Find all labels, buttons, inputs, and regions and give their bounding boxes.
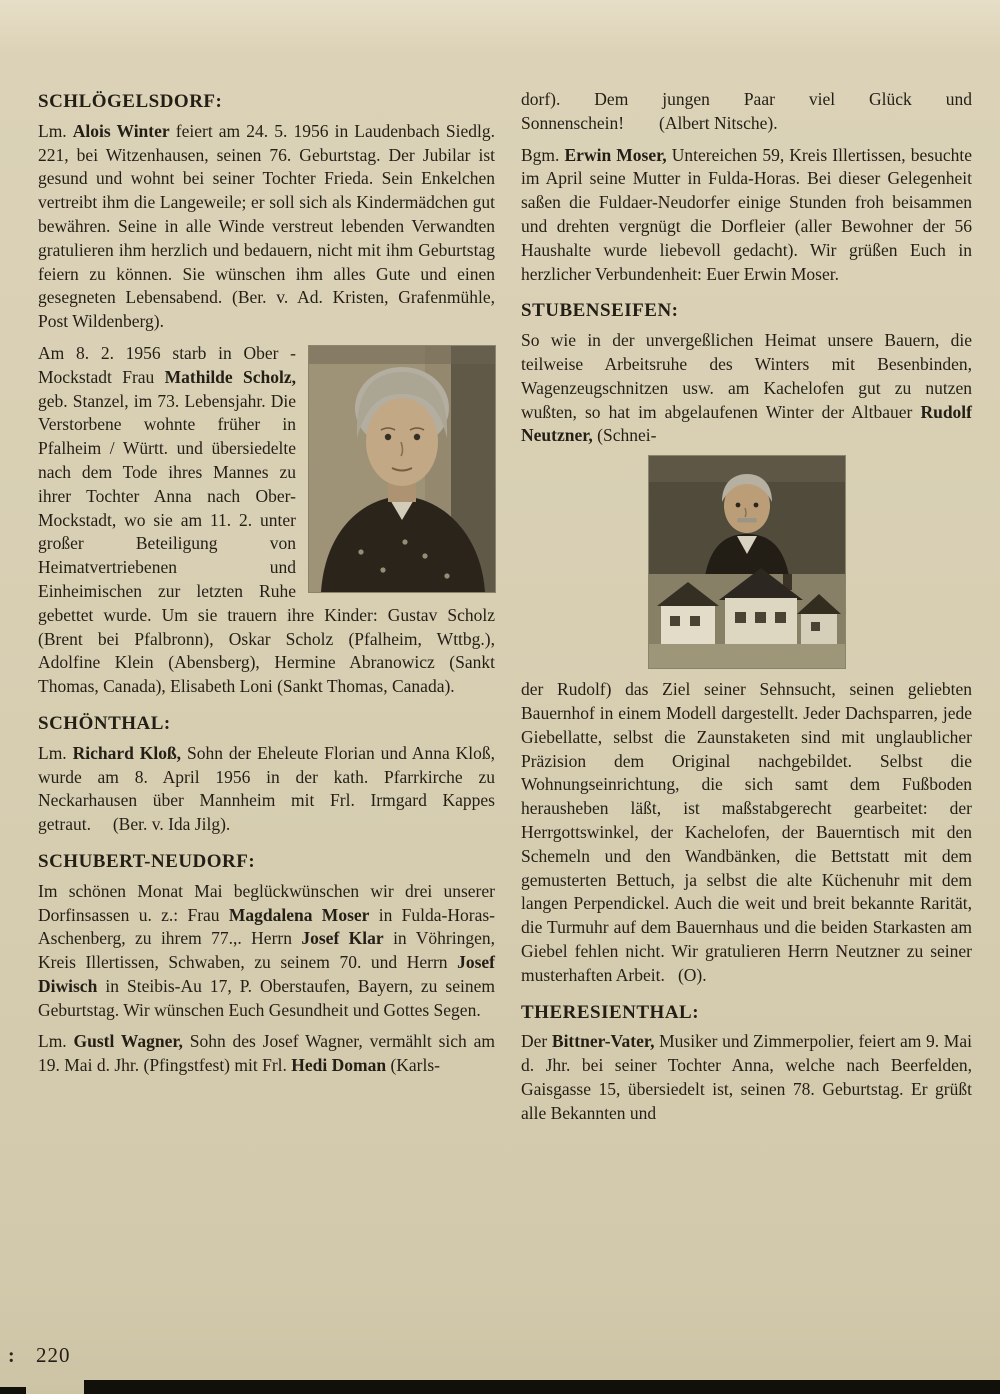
text-segment: Der [521, 1031, 552, 1052]
section-heading: THERESIENTHAL: [521, 1001, 700, 1023]
text-segment: der Rudolf) das Ziel seiner Sehnsucht, seinen geliebten Bauernhof in einem Modell dargestellt. Jeder Dachsparren, jede Giebellatte, selbst die Zaunstaketen sind mit unglaublicher Präzision dem Original nachgebildet. Selbst die Wohnungseinrichtung, die sich samt dem Fußboden herausheben läßt, ist maßstabgerecht gearbeitet: der Herrgottswinkel, der Kachelofen, der Bauerntisch mit den Schemeln und den Wandbänken, die Bettstatt mit dem gemusterten Bettuch, ja selbst die alte Küchenuhr mit dem langen Perpendickel. Auch die weit und breit bekannte Rarität, die Turmuhr auf dem Bauernhaus und die beiden Starkasten am Giebel fehlen nicht. Wir gratulieren Herrn Neutzner zu seiner musterhaften Arbeit. (O). [521, 679, 972, 985]
text-segment: Lm. [38, 742, 73, 763]
section-heading: SCHLÖGELSDORF: [38, 91, 223, 112]
text-segment: feiert am 24. 5. 1956 in Laudenbach Siedlg. 221, bei Witzenhausen, seinen 76. Geburtstag. Der Jubilar ist gesund und wohnt bei seiner Tochter Frieda. Sein Enkelchen vertreibt ihm die Langeweile; er soll sich als Kindermädchen gut bewähren. Seine in alle Winde verstreut lebenden Verwandten gratulieren ihm herzlich und bedauern, nicht mit ihm Geburtstag feiern zu können. Sie wünschen ihm alles Gute und einen gesegneten Lebensabend. (Ber. v. Ad. Kristen, Grafenmühle, Post Wildenberg). [38, 120, 496, 332]
person-name: Erwin Moser, [564, 144, 667, 165]
page-number: 220 [36, 1343, 71, 1367]
person-name: Alois Winter [72, 120, 170, 141]
right-column [521, 88, 972, 1134]
text-segment: So wie in der unvergeßlichen Heimat unsere Bauern, die teilweise Arbeitsruhe des Winters mit Besenbinden, Wagenzeugschnitzen usw. am Kachelofen gut zu nutzen wußten, so hat im abgelaufenen Winter der Altbauer [521, 330, 972, 422]
person-name: Mathilde Scholz, [164, 366, 296, 387]
text-segment: (Karls- [386, 1055, 441, 1076]
text-segment: Bgm. [521, 144, 565, 165]
photo-rudolf-neutzner-model [649, 456, 845, 668]
paragraph [521, 678, 972, 987]
section-heading: STUBENSEIFEN: [521, 300, 679, 322]
text-segment: Im schönen Monat Mai beglückwünschen wir drei unserer Dorfinsassen u. z.: Frau [38, 880, 495, 925]
person-name: Hedi Doman [291, 1055, 387, 1076]
section-heading: SCHÖNTHAL: [38, 712, 171, 734]
page-bottom-nub [0, 1387, 26, 1394]
paragraph [38, 1030, 495, 1078]
text-segment: Musiker und Zimmerpolier, feiert am 9. Mai d. Jhr. bei seiner Tochter Anna, welche nach Beerfelden, Gaisgasse 15, übersiedelt ist, seinen 78. Geburtstag. Er grüßt alle Bekannten und [521, 1031, 973, 1123]
paragraph [38, 120, 495, 334]
margin-mark: : [8, 1345, 15, 1367]
text-segment: in Vöhringen, Kreis Illertissen, Schwaben, zu seinem 70. und Herrn [38, 928, 495, 973]
text-segment: (Schnei- [592, 425, 657, 446]
paragraph [38, 342, 495, 699]
person-name: Josef Diwisch [38, 952, 495, 996]
paragraph [521, 1030, 972, 1125]
paragraph [38, 742, 495, 837]
person-name: Gustl Wagner, [73, 1031, 183, 1052]
person-name: Richard Kloß, [72, 742, 182, 763]
text-segment: geb. Stanzel, im 73. Lebensjahr. Die Verstorbene wohnte früher in Pfalheim / Württ. und übersiedelte nach dem Tode ihres Mannes zu ihrer Tochter Anna nach Ober-Mockstadt, wo sie am 11. 2. unter großer Beteiligung von Heimatvertriebenen und Einheimischen zur letzten Ruhe gebettet wurde. Um sie trauern ihre Kinder: Gustav Scholz (Brent bei Pfalbronn), Oskar Scholz (Pfalheim, Wttbg.), Adolfine Klein (Abensberg), Hermine Abranowicz (Sankt Thomas, Canada), Elisabeth Loni (Sankt Thomas, Canada). [38, 390, 495, 697]
paragraph [521, 88, 972, 136]
paragraph [38, 880, 495, 1023]
photo-mathilde-scholz [309, 346, 495, 592]
person-name: Josef Klar [301, 928, 384, 949]
text-segment: Am 8. 2. 1956 starb in Ober - Mockstadt Frau [38, 342, 296, 387]
text-segment: Sohn der Eheleute Florian und Anna Kloß, wurde am 8. April 1956 in der kath. Pfarrkirche zu Neckarhausen über Mannheim mit Frl. Irmgard Kappes getraut. (Ber. v. Ida Jilg). [38, 742, 495, 835]
text-segment: dorf). Dem jungen Paar viel Glück und Sonnenschein! (Albert Nitsche). [521, 89, 972, 133]
person-name: Magdalena Moser [228, 904, 370, 925]
paragraph [521, 329, 972, 448]
left-column [38, 88, 495, 1134]
text-segment: in Fulda-Horas-Aschenberg, zu ihrem 77.,. Herrn [38, 904, 495, 949]
text-segment: Lm. [38, 1031, 74, 1052]
text-segment: Sohn des Josef Wagner, vermählt sich am 19. Mai d. Jhr. (Pfingstfest) mit Frl. [38, 1031, 495, 1076]
text-segment: in Steibis-Au 17, P. Oberstaufen, Bayern, zu seinem Geburtstag. Wir wünschen Euch Gesundheit und Gottes Segen. [38, 975, 495, 1020]
paragraph [521, 144, 972, 287]
man-with-model-houses-photo [649, 456, 845, 668]
text-segment: Lm. [38, 120, 73, 141]
woman-portrait-photo [309, 346, 495, 592]
person-name: Bittner-Vater, [551, 1031, 655, 1052]
page-bottom-bar [84, 1380, 1000, 1394]
text-segment: Untereichen 59, Kreis Illertissen, besuchte im April seine Mutter in Fulda-Horas. Bei dieser Gelegenheit saßen die Fuldaer-Neudorfer einige Stunden froh beisammen und drehten vergnügt die Dorfleier (aller Bewohner der 56 Haushalte wurde liebevoll gedacht). Wir grüßen Euch in herzlicher Verbundenheit: Euer Erwin Moser. [521, 144, 972, 284]
person-name: Rudolf Neutzner, [521, 401, 972, 446]
section-heading: SCHUBERT-NEUDORF: [38, 850, 256, 872]
